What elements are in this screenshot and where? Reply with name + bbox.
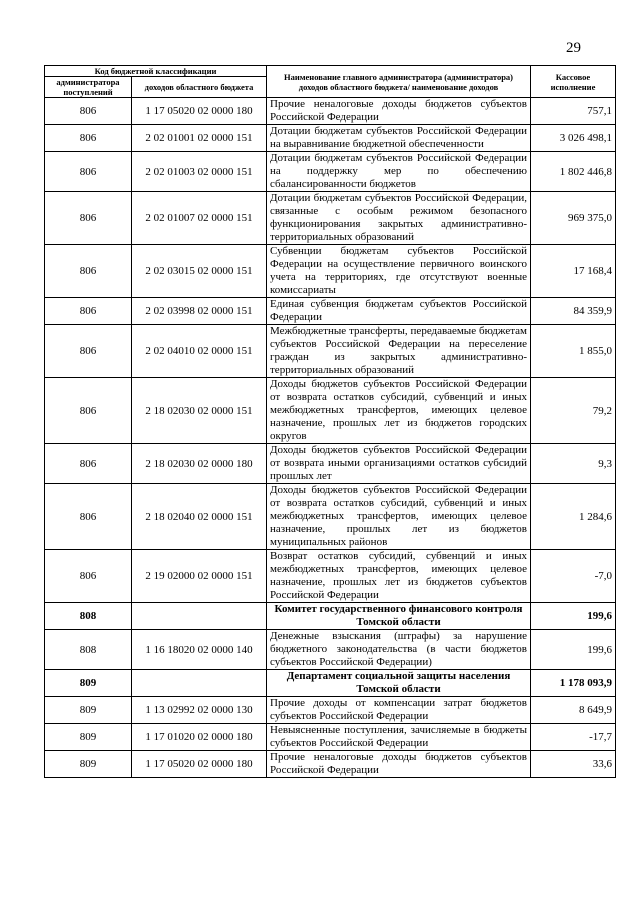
revenue-name-cell: Дотации бюджетам субъектов Российской Федерации, связанные с особым режимом безопасного функционирования закрытых административно-территориальных образований: [267, 192, 531, 245]
admin-code-cell: 808: [45, 630, 132, 670]
amount-cell: 8 649,9: [531, 697, 616, 724]
admin-code-cell: 806: [45, 484, 132, 550]
revenue-code-cell: 2 18 02030 02 0000 151: [132, 378, 267, 444]
amount-cell: 757,1: [531, 98, 616, 125]
admin-code-cell: 809: [45, 697, 132, 724]
admin-code-cell: 808: [45, 603, 132, 630]
revenue-name-cell: Прочие неналоговые доходы бюджетов субъектов Российской Федерации: [267, 98, 531, 125]
page-number: 29: [566, 40, 581, 56]
table-row: [45, 245, 616, 298]
revenue-code-cell: 2 02 01003 02 0000 151: [132, 152, 267, 192]
amount-cell: 969 375,0: [531, 192, 616, 245]
admin-code-cell: 806: [45, 245, 132, 298]
revenue-name-cell: Субвенции бюджетам субъектов Российской Федерации на осуществление первичного воинского учета на территориях, где отсутствуют военные комиссариаты: [267, 245, 531, 298]
revenue-name-cell: Дотации бюджетам субъектов Российской Федерации на поддержку мер по обеспечению сбалансированности бюджетов: [267, 152, 531, 192]
revenue-code-cell: 2 02 01007 02 0000 151: [132, 192, 267, 245]
revenue-code-cell: 2 19 02000 02 0000 151: [132, 550, 267, 603]
admin-code-cell: 806: [45, 325, 132, 378]
amount-cell: 1 802 446,8: [531, 152, 616, 192]
table-row: [45, 325, 616, 378]
table-row: [45, 298, 616, 325]
revenue-name-cell: Возврат остатков субсидий, субвенций и иных межбюджетных трансфертов, имеющих целевое назначение, прошлых лет из бюджетов субъектов Российской Федерации: [267, 550, 531, 603]
table-row: [45, 550, 616, 603]
amount-cell: 33,6: [531, 751, 616, 778]
revenue-name-cell: Доходы бюджетов субъектов Российской Федерации от возврата остатков субсидий, субвенций и иных межбюджетных трансфертов, имеющих целевое назначение, прошлых лет из бюджетов городских округов: [267, 378, 531, 444]
admin-code-header: администратора поступлений: [45, 77, 132, 98]
revenue-code-cell: 1 13 02992 02 0000 130: [132, 697, 267, 724]
revenue-name-cell: Невыясненные поступления, зачисляемые в бюджеты субъектов Российской Федерации: [267, 724, 531, 751]
amount-cell: 84 359,9: [531, 298, 616, 325]
admin-code-cell: 809: [45, 751, 132, 778]
amount-header: Кассовое исполнение: [531, 66, 616, 98]
revenue-code-cell: 1 16 18020 02 0000 140: [132, 630, 267, 670]
revenue-name-cell: Комитет государственного финансового контроля Томской области: [267, 603, 531, 630]
amount-cell: 3 026 498,1: [531, 125, 616, 152]
name-header: Наименование главного администратора (администратора) доходов областного бюджета/ наименование доходов: [267, 66, 531, 98]
revenue-name-cell: Денежные взыскания (штрафы) за нарушение бюджетного законодательства (в части бюджетов субъектов Российской Федерации): [267, 630, 531, 670]
revenue-table: [44, 65, 616, 778]
section-row: [45, 670, 616, 697]
revenue-name-cell: Прочие неналоговые доходы бюджетов субъектов Российской Федерации: [267, 751, 531, 778]
revenue-code-cell: 2 18 02040 02 0000 151: [132, 484, 267, 550]
table-header: [45, 66, 616, 98]
table-row: [45, 444, 616, 484]
revenue-name-cell: Единая субвенция бюджетам субъектов Российской Федерации: [267, 298, 531, 325]
table-row: [45, 630, 616, 670]
revenue-code-cell: 1 17 01020 02 0000 180: [132, 724, 267, 751]
budget-code-header: Код бюджетной классификации: [45, 66, 267, 77]
amount-cell: 79,2: [531, 378, 616, 444]
revenue-code-cell: 1 17 05020 02 0000 180: [132, 98, 267, 125]
admin-code-cell: 806: [45, 378, 132, 444]
admin-code-cell: 806: [45, 152, 132, 192]
table-body: [45, 98, 616, 778]
revenue-name-cell: Межбюджетные трансферты, передаваемые бюджетам субъектов Российской Федерации на переселение граждан из закрытых административно-территориальных образований: [267, 325, 531, 378]
revenue-name-cell: Департамент социальной защиты населения Томской области: [267, 670, 531, 697]
admin-code-cell: 806: [45, 444, 132, 484]
section-row: [45, 603, 616, 630]
amount-cell: 1 284,6: [531, 484, 616, 550]
revenue-code-cell: 1 17 05020 02 0000 180: [132, 751, 267, 778]
revenue-code-header: доходов областного бюджета: [132, 77, 267, 98]
revenue-code-cell: [132, 670, 267, 697]
revenue-code-cell: 2 02 03015 02 0000 151: [132, 245, 267, 298]
amount-cell: 1 178 093,9: [531, 670, 616, 697]
amount-cell: 17 168,4: [531, 245, 616, 298]
table-row: [45, 484, 616, 550]
table-row: [45, 98, 616, 125]
table-row: [45, 152, 616, 192]
revenue-code-cell: 2 02 01001 02 0000 151: [132, 125, 267, 152]
revenue-name-cell: Дотации бюджетам субъектов Российской Федерации на выравнивание бюджетной обеспеченности: [267, 125, 531, 152]
amount-cell: -7,0: [531, 550, 616, 603]
amount-cell: 199,6: [531, 603, 616, 630]
admin-code-cell: 806: [45, 550, 132, 603]
amount-cell: 1 855,0: [531, 325, 616, 378]
table-row: [45, 724, 616, 751]
admin-code-cell: 806: [45, 298, 132, 325]
table-row: [45, 125, 616, 152]
table-row: [45, 697, 616, 724]
revenue-name-cell: Прочие доходы от компенсации затрат бюджетов субъектов Российской Федерации: [267, 697, 531, 724]
admin-code-cell: 809: [45, 724, 132, 751]
amount-cell: 9,3: [531, 444, 616, 484]
revenue-code-cell: 2 02 03998 02 0000 151: [132, 298, 267, 325]
revenue-name-cell: Доходы бюджетов субъектов Российской Федерации от возврата остатков субсидий, субвенций и иных межбюджетных трансфертов, имеющих целевое назначение, прошлых лет из бюджетов муниципальных районов: [267, 484, 531, 550]
amount-cell: 199,6: [531, 630, 616, 670]
amount-cell: -17,7: [531, 724, 616, 751]
admin-code-cell: 809: [45, 670, 132, 697]
revenue-code-cell: [132, 603, 267, 630]
admin-code-cell: 806: [45, 98, 132, 125]
table-row: [45, 751, 616, 778]
admin-code-cell: 806: [45, 125, 132, 152]
admin-code-cell: 806: [45, 192, 132, 245]
table-row: [45, 378, 616, 444]
revenue-code-cell: 2 02 04010 02 0000 151: [132, 325, 267, 378]
revenue-name-cell: Доходы бюджетов субъектов Российской Федерации от возврата иными организациями остатков субсидий прошлых лет: [267, 444, 531, 484]
revenue-code-cell: 2 18 02030 02 0000 180: [132, 444, 267, 484]
table-row: [45, 192, 616, 245]
